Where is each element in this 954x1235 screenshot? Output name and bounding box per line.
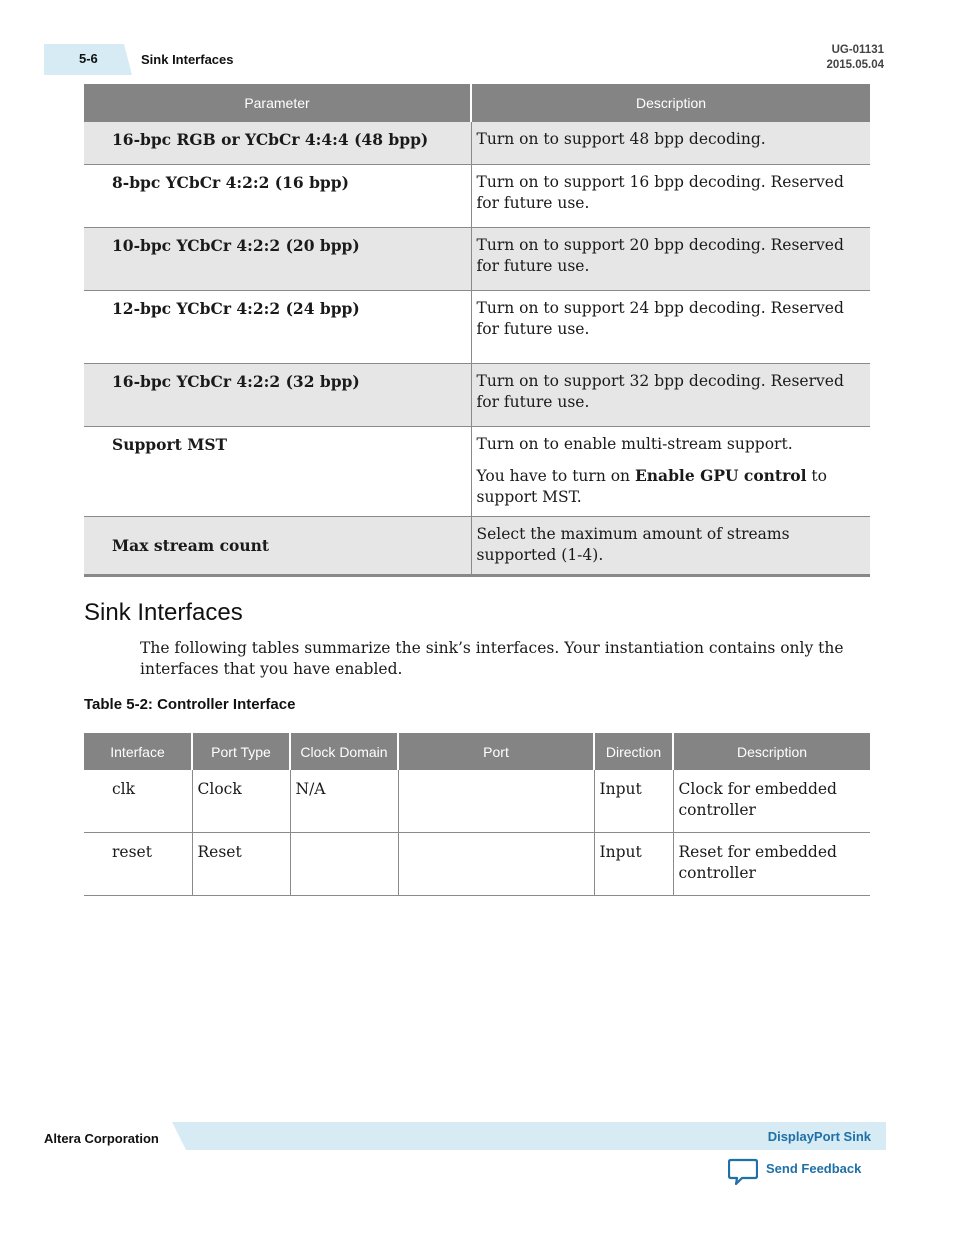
- cell-port-type: Reset: [192, 833, 290, 896]
- cell-clock-domain: N/A: [290, 770, 398, 833]
- speech-bubble-icon: [728, 1158, 758, 1186]
- col-header-clock-domain: Clock Domain: [290, 733, 398, 770]
- parameter-table: [84, 84, 870, 577]
- param-name: 10-bpc YCbCr 4:2:2 (20 bpp): [84, 228, 471, 291]
- footer-company: Altera Corporation: [44, 1131, 159, 1146]
- table-row: [84, 427, 870, 517]
- cell-interface: reset: [84, 833, 192, 896]
- section-heading: Sink Interfaces: [84, 599, 243, 626]
- cell-port: [398, 770, 594, 833]
- doc-date: 2015.05.04: [826, 59, 884, 71]
- doc-id-block: [826, 43, 884, 73]
- doc-id: UG-01131: [831, 44, 884, 56]
- col-header-port: Port: [398, 733, 594, 770]
- table-row: [84, 122, 870, 165]
- param-name: Max stream count: [84, 517, 471, 576]
- parameter-table-header: [84, 84, 870, 122]
- table-row: [84, 364, 870, 427]
- param-description: Turn on to support 16 bpp decoding. Reserved for future use.: [471, 165, 870, 228]
- param-name: 8-bpc YCbCr 4:2:2 (16 bpp): [84, 165, 471, 228]
- col-header-parameter: Parameter: [84, 84, 471, 122]
- page-number: 5-6: [79, 51, 98, 66]
- footer-doc-link[interactable]: DisplayPort Sink: [767, 1129, 871, 1144]
- cell-port-type: Clock: [192, 770, 290, 833]
- col-header-description: Description: [673, 733, 870, 770]
- table-row: [84, 833, 870, 896]
- col-header-port-type: Port Type: [192, 733, 290, 770]
- col-header-description: Description: [471, 84, 870, 122]
- table-row: [84, 291, 870, 364]
- table-row: [84, 165, 870, 228]
- param-name: 12-bpc YCbCr 4:2:2 (24 bpp): [84, 291, 471, 364]
- gui-option-name: Enable GPU control: [634, 466, 807, 485]
- table-row: [84, 517, 870, 576]
- send-feedback-label[interactable]: Send Feedback: [766, 1161, 862, 1176]
- param-name: 16-bpc YCbCr 4:2:2 (32 bpp): [84, 364, 471, 427]
- param-description: Turn on to support 48 bpp decoding.: [471, 122, 870, 165]
- table-row: [84, 770, 870, 833]
- cell-direction: Input: [594, 770, 673, 833]
- controller-table-header: [84, 733, 870, 770]
- param-description-line: Turn on to enable multi-stream support.: [476, 435, 793, 453]
- section-intro: The following tables summarize the sink’s interfaces. Your instantiation contains only the interfaces that you have enabled.: [140, 639, 844, 678]
- cell-interface: clk: [84, 770, 192, 833]
- param-description: Turn on to support 20 bpp decoding. Reserved for future use.: [471, 228, 870, 291]
- cell-port: [398, 833, 594, 896]
- param-name: 16-bpc RGB or YCbCr 4:4:4 (48 bpp): [84, 122, 471, 165]
- send-feedback-link[interactable]: [728, 1158, 861, 1186]
- cell-clock-domain: [290, 833, 398, 896]
- param-description: [471, 427, 870, 517]
- param-name: Support MST: [84, 427, 471, 517]
- cell-direction: Input: [594, 833, 673, 896]
- table-caption: Table 5-2: Controller Interface: [84, 696, 296, 713]
- running-header-section: Sink Interfaces: [141, 52, 234, 67]
- param-description: Select the maximum amount of streams supported (1-4).: [471, 517, 870, 576]
- param-description-note: You have to turn on Enable GPU control to support MST.: [476, 466, 827, 506]
- param-description: Turn on to support 32 bpp decoding. Reserved for future use.: [471, 364, 870, 427]
- param-description: Turn on to support 24 bpp decoding. Reserved for future use.: [471, 291, 870, 364]
- table-row: [84, 228, 870, 291]
- cell-description: Reset for embedded controller: [673, 833, 870, 896]
- controller-interface-table: [84, 733, 870, 896]
- col-header-interface: Interface: [84, 733, 192, 770]
- col-header-direction: Direction: [594, 733, 673, 770]
- cell-description: Clock for embedded controller: [673, 770, 870, 833]
